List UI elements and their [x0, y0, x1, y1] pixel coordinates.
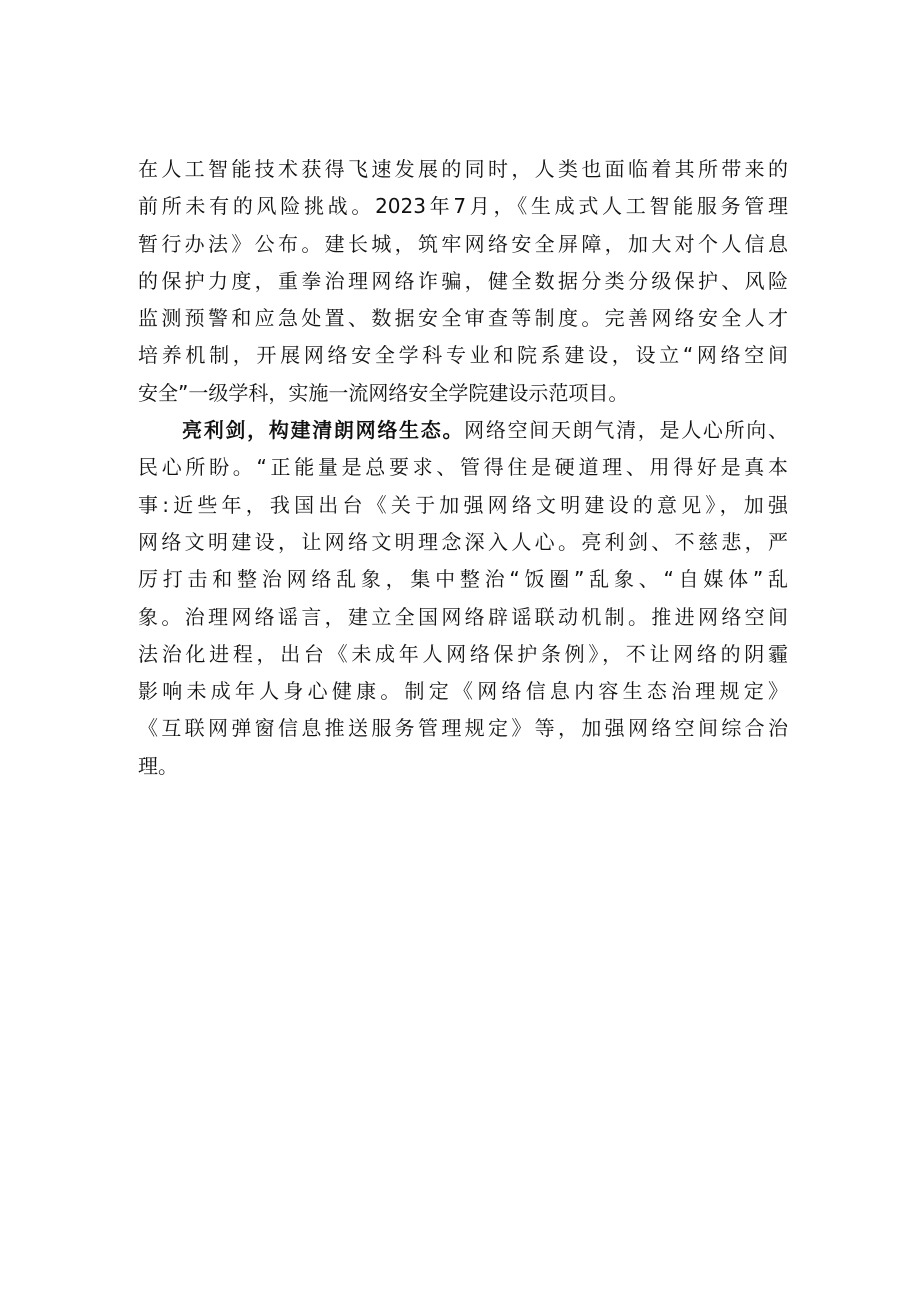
paragraph-1: [138, 151, 788, 412]
text-line: 理。: [138, 753, 178, 778]
text-line: 在人工智能技术获得飞速发展的同时，人类也面临着其所带来的: [138, 157, 788, 181]
text-line: 暂行办法》公布。建长城，筑牢网络安全屏障，加大对个人信息: [138, 231, 788, 256]
text-line: 民心所盼。“正能量是总要求、管得住是硬道理、用得好是真本: [138, 455, 788, 480]
text-line: 厉打击和整治网络乱象，集中整治“饭圈”乱象、“自媒体”乱: [138, 567, 788, 592]
text-line: 《互联网弹窗信息推送服务管理规定》等，加强网络空间综合治: [138, 716, 788, 741]
text-line: 的保护力度，重拳治理网络诈骗，健全数据分类分级保护、风险: [138, 268, 788, 293]
text-line-first: [138, 412, 788, 449]
text-line: 培养机制，开展网络安全学科专业和院系建设，设立“网络空间: [138, 343, 788, 368]
paragraph-lead: 亮利剑，构建清朗网络生态。: [182, 418, 465, 443]
text-line: 安全”一级学科，实施一流网络安全学院建设示范项目。: [138, 380, 629, 405]
text-line: 网络文明建设，让网络文明理念深入人心。亮利剑、不慈悲，严: [138, 529, 788, 554]
paragraph-lead-rest: 网络空间天朗气清，是人心所向、: [464, 418, 788, 443]
text-line: 象。治理网络谣言，建立全国网络辟谣联动机制。推进网络空间: [138, 604, 788, 629]
document-body: [138, 151, 788, 785]
text-line: 监测预警和应急处置、数据安全审查等制度。完善网络安全人才: [138, 306, 788, 331]
text-line: 影响未成年人身心健康。制定《网络信息内容生态治理规定》: [138, 679, 788, 704]
text-line: 前所未有的风险挑战。2023年7月，《生成式人工智能服务管理: [138, 194, 788, 219]
text-line: 事:近些年，我国出台《关于加强网络文明建设的意见》，加强: [138, 492, 788, 517]
text-line: 法治化进程，出台《未成年人网络保护条例》，不让网络的阴霾: [138, 641, 788, 666]
paragraph-2: [138, 412, 788, 785]
